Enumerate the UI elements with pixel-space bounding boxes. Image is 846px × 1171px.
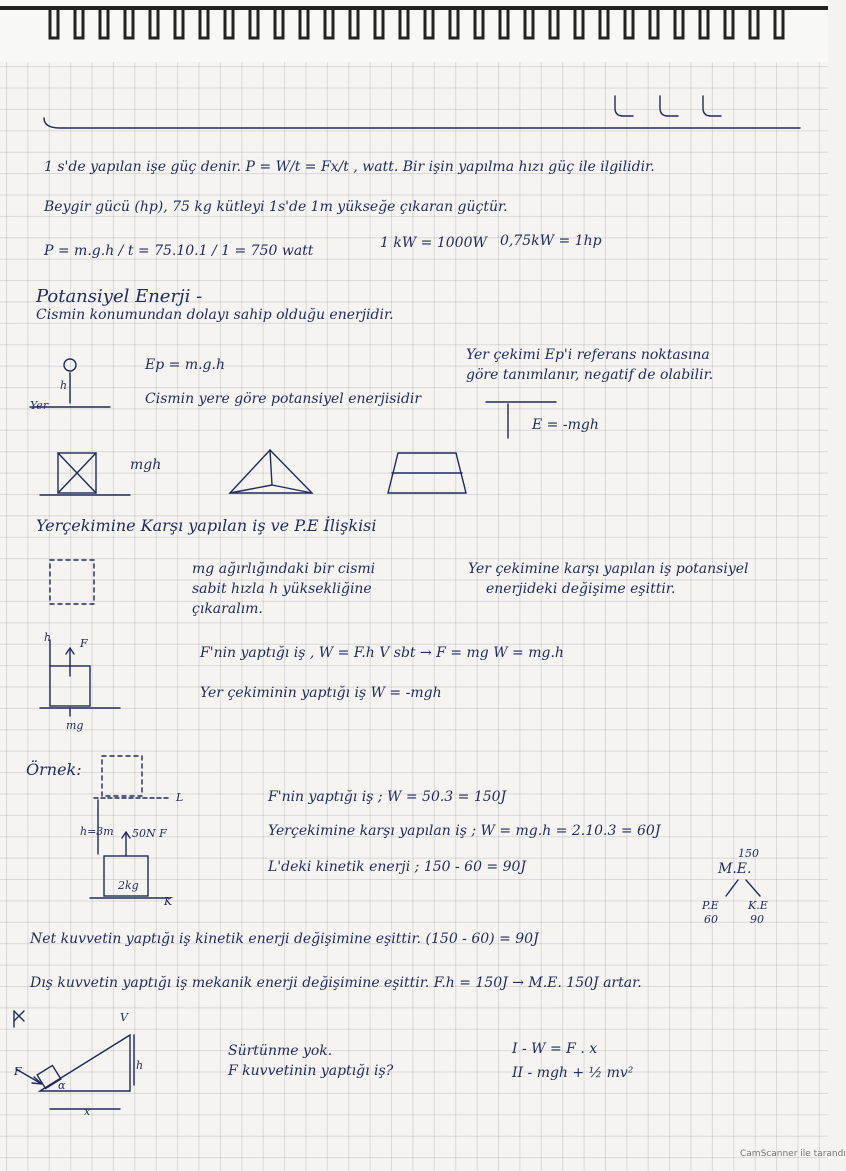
potential-energy-title: Potansiyel Enerji - <box>36 286 203 307</box>
lift-mg-label: mg <box>66 719 84 732</box>
ep-note: Cismin yere göre potansiyel enerjisidir <box>145 391 422 407</box>
example-L-label: L <box>176 791 184 804</box>
potential-energy-definition: Cismin konumundan dolayı sahip olduğu enerjidir. <box>36 307 394 323</box>
hp-formula: P = m.g.h / t = 75.10.1 / 1 = 750 watt <box>44 243 314 259</box>
lift-text-3: çıkaralım. <box>192 601 263 617</box>
ground-label: Yer <box>30 399 49 412</box>
net-force-rule: Net kuvvetin yaptığı iş kinetik enerji değişimine eşittir. (150 - 60) = 90J <box>30 931 539 947</box>
reference-note-1: Yer çekimi Ep'i referans noktasına <box>466 347 710 363</box>
rule-text-2: enerjideki değişime eşittir. <box>486 581 676 597</box>
lift-diagram <box>40 636 130 736</box>
work-pe-title: Yerçekimine Karşı yapılan iş ve P.E İlişkisi <box>36 516 377 535</box>
f-work-line: F'nin yaptığı iş , W = F.h V sbt → F = mg W = mg.h <box>200 645 564 661</box>
example-line-3: L'deki kinetik enerji ; 150 - 60 = 90J <box>268 859 527 875</box>
example-line-1: F'nin yaptığı iş ; W = 50.3 = 150J <box>268 789 507 805</box>
external-force-rule: Dış kuvvetin yaptığı iş mekanik enerji değişimine eşittir. F.h = 150J → M.E. 150J artar. <box>30 975 642 991</box>
lift-f-label: F <box>80 637 88 650</box>
gravity-work-line: Yer çekiminin yaptığı iş W = -mgh <box>200 685 442 701</box>
example-K-label: K <box>164 895 173 908</box>
example-h-label: h=3m <box>80 825 114 838</box>
incline-v-label: V <box>120 1011 128 1024</box>
solution-2: II - mgh + ½ mv² <box>512 1065 634 1081</box>
example-line-2: Yerçekimine karşı yapılan iş ; W = mg.h = 2.10.3 = 60J <box>268 823 661 839</box>
kw-equivalence: 1 kW = 1000W <box>380 235 487 251</box>
me-ke-value: 90 <box>750 913 764 926</box>
top-margin-line <box>0 0 828 140</box>
me-pe-value: 60 <box>704 913 718 926</box>
scanner-watermark: CamScanner ile tarandı <box>740 1149 846 1159</box>
me-ke-label: K.E <box>748 899 768 912</box>
hp-equivalence: 0,75kW = 1hp <box>500 233 602 249</box>
dashed-box <box>40 556 110 616</box>
rule-text-1: Yer çekimine karşı yapılan iş potansiyel <box>468 561 749 577</box>
me-label: M.E. <box>718 861 752 877</box>
example-force-label: 50N F <box>132 827 167 840</box>
me-pe-label: P.E <box>702 899 719 912</box>
incline-alpha-label: α <box>58 1079 66 1092</box>
incline-x-label: x <box>84 1105 91 1118</box>
example-label: Örnek: <box>26 760 82 779</box>
height-label: h <box>60 379 68 392</box>
negative-energy-label: E = -mgh <box>532 417 599 433</box>
me-top-value: 150 <box>738 847 759 860</box>
no-friction-note: Sürtünme yok. <box>228 1043 333 1059</box>
lift-text-2: sabit hızla h yüksekliğine <box>192 581 372 597</box>
example-mass-label: 2kg <box>118 879 139 892</box>
power-definition: 1 s'de yapılan işe güç denir. P = W/t = Fx/t , watt. Bir işin yapılma hızı güç ile ilgilidir. <box>44 159 655 175</box>
mass-center-shapes <box>40 445 480 505</box>
f-question: F kuvvetinin yaptığı iş? <box>228 1063 394 1079</box>
lift-text-1: mg ağırlığındaki bir cismi <box>192 561 376 577</box>
incline-h-label: h <box>136 1059 144 1072</box>
incline-f-label: F <box>14 1065 22 1078</box>
reference-note-2: göre tanımlanır, negatif de olabilir. <box>466 367 714 383</box>
mgh-label: mgh <box>130 457 162 473</box>
ep-formula: Ep = m.g.h <box>145 357 225 373</box>
solution-1: I - W = F . x <box>512 1041 598 1057</box>
horsepower-definition: Beygir gücü (hp), 75 kg kütleyi 1s'de 1m yükseğe çıkaran güçtür. <box>44 199 508 215</box>
lift-h-label: h <box>44 631 52 644</box>
